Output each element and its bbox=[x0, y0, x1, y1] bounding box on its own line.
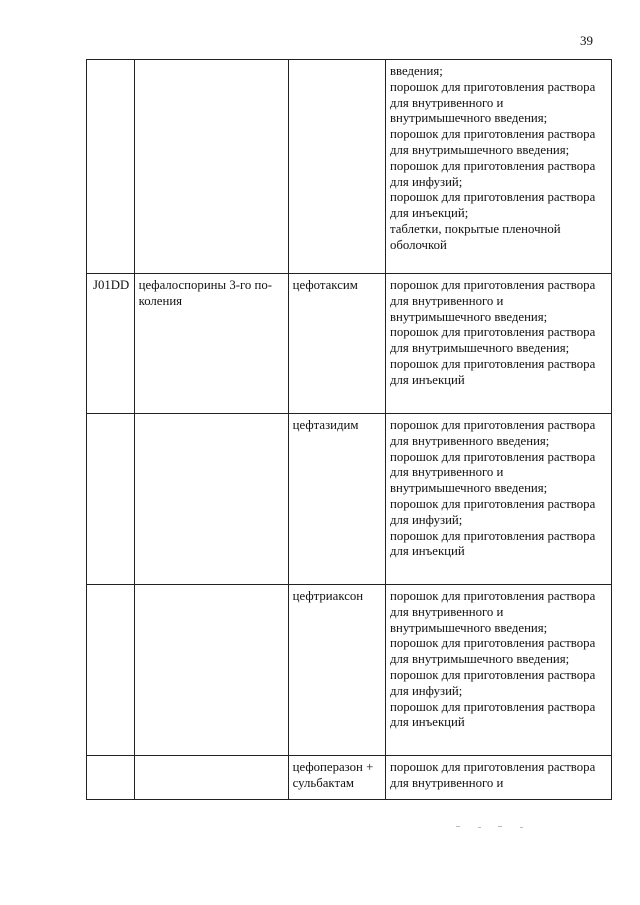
drug-name-cell bbox=[288, 756, 385, 800]
scan-speck bbox=[478, 827, 481, 828]
table-row bbox=[87, 60, 612, 274]
drug-group-cell bbox=[134, 756, 288, 800]
drug-name: цефтазидим bbox=[292, 418, 359, 432]
scan-speck bbox=[456, 826, 460, 827]
scan-speck bbox=[520, 827, 523, 828]
atc-code-cell bbox=[87, 414, 135, 585]
drug-name: цефтриаксон bbox=[292, 589, 364, 603]
atc-code-cell bbox=[87, 756, 135, 800]
dosage-forms-cell bbox=[385, 756, 611, 800]
dosage-forms-cell bbox=[385, 585, 611, 756]
dosage-forms: введения; порошок для приготовления раствора для внутривенного и внутримышечного введения; порошок для приготовления раствора для внутримышечного введения; порошок для приготовления раствора для инфузий; порошок для приготовления раствора для инъекций; таблетки, покрытые пленочной оболочкой bbox=[389, 64, 596, 252]
drug-group: цефалоспорины 3-го по- коления bbox=[138, 278, 273, 308]
drug-group-cell bbox=[134, 585, 288, 756]
drug-name-cell bbox=[288, 60, 385, 274]
table-row bbox=[87, 274, 612, 414]
atc-code-cell bbox=[87, 585, 135, 756]
atc-code: J01DD bbox=[93, 278, 130, 292]
drug-group-cell bbox=[134, 60, 288, 274]
dosage-forms-cell bbox=[385, 414, 611, 585]
drug-name-cell bbox=[288, 414, 385, 585]
drug-table bbox=[86, 59, 612, 800]
page-number: 39 bbox=[580, 33, 593, 48]
dosage-forms: порошок для приготовления раствора для внутривенного введения; порошок для приготовления раствора для внутривенного и внутримышечного введения; порошок для приготовления раствора для инфузий; порошок для приготовления раствора для инъекций bbox=[389, 418, 596, 559]
table-row bbox=[87, 756, 612, 800]
drug-group-cell bbox=[134, 414, 288, 585]
drug-group-cell bbox=[134, 274, 288, 414]
dosage-forms: порошок для приготовления раствора для внутривенного и внутримышечного введения; порошок для приготовления раствора для внутримышечного введения; порошок для приготовления раствора для инфузий; порошок для приготовления раствора для инъекций bbox=[389, 589, 596, 730]
drug-name-cell bbox=[288, 585, 385, 756]
scan-speck bbox=[498, 826, 502, 827]
dosage-forms: порошок для приготовления раствора для внутривенного и внутримышечного введения; порошок для приготовления раствора для внутримышечного введения; порошок для приготовления раствора для инъекций bbox=[389, 278, 596, 387]
table-row bbox=[87, 414, 612, 585]
drug-name: цефоперазон + сульбактам bbox=[292, 760, 374, 790]
drug-name-cell bbox=[288, 274, 385, 414]
drug-name: цефотаксим bbox=[292, 278, 358, 292]
dosage-forms-cell bbox=[385, 60, 611, 274]
atc-code-cell bbox=[87, 274, 135, 414]
dosage-forms: порошок для приготовления раствора для внутривенного и bbox=[389, 760, 596, 790]
table-row bbox=[87, 585, 612, 756]
dosage-forms-cell bbox=[385, 274, 611, 414]
atc-code-cell bbox=[87, 60, 135, 274]
